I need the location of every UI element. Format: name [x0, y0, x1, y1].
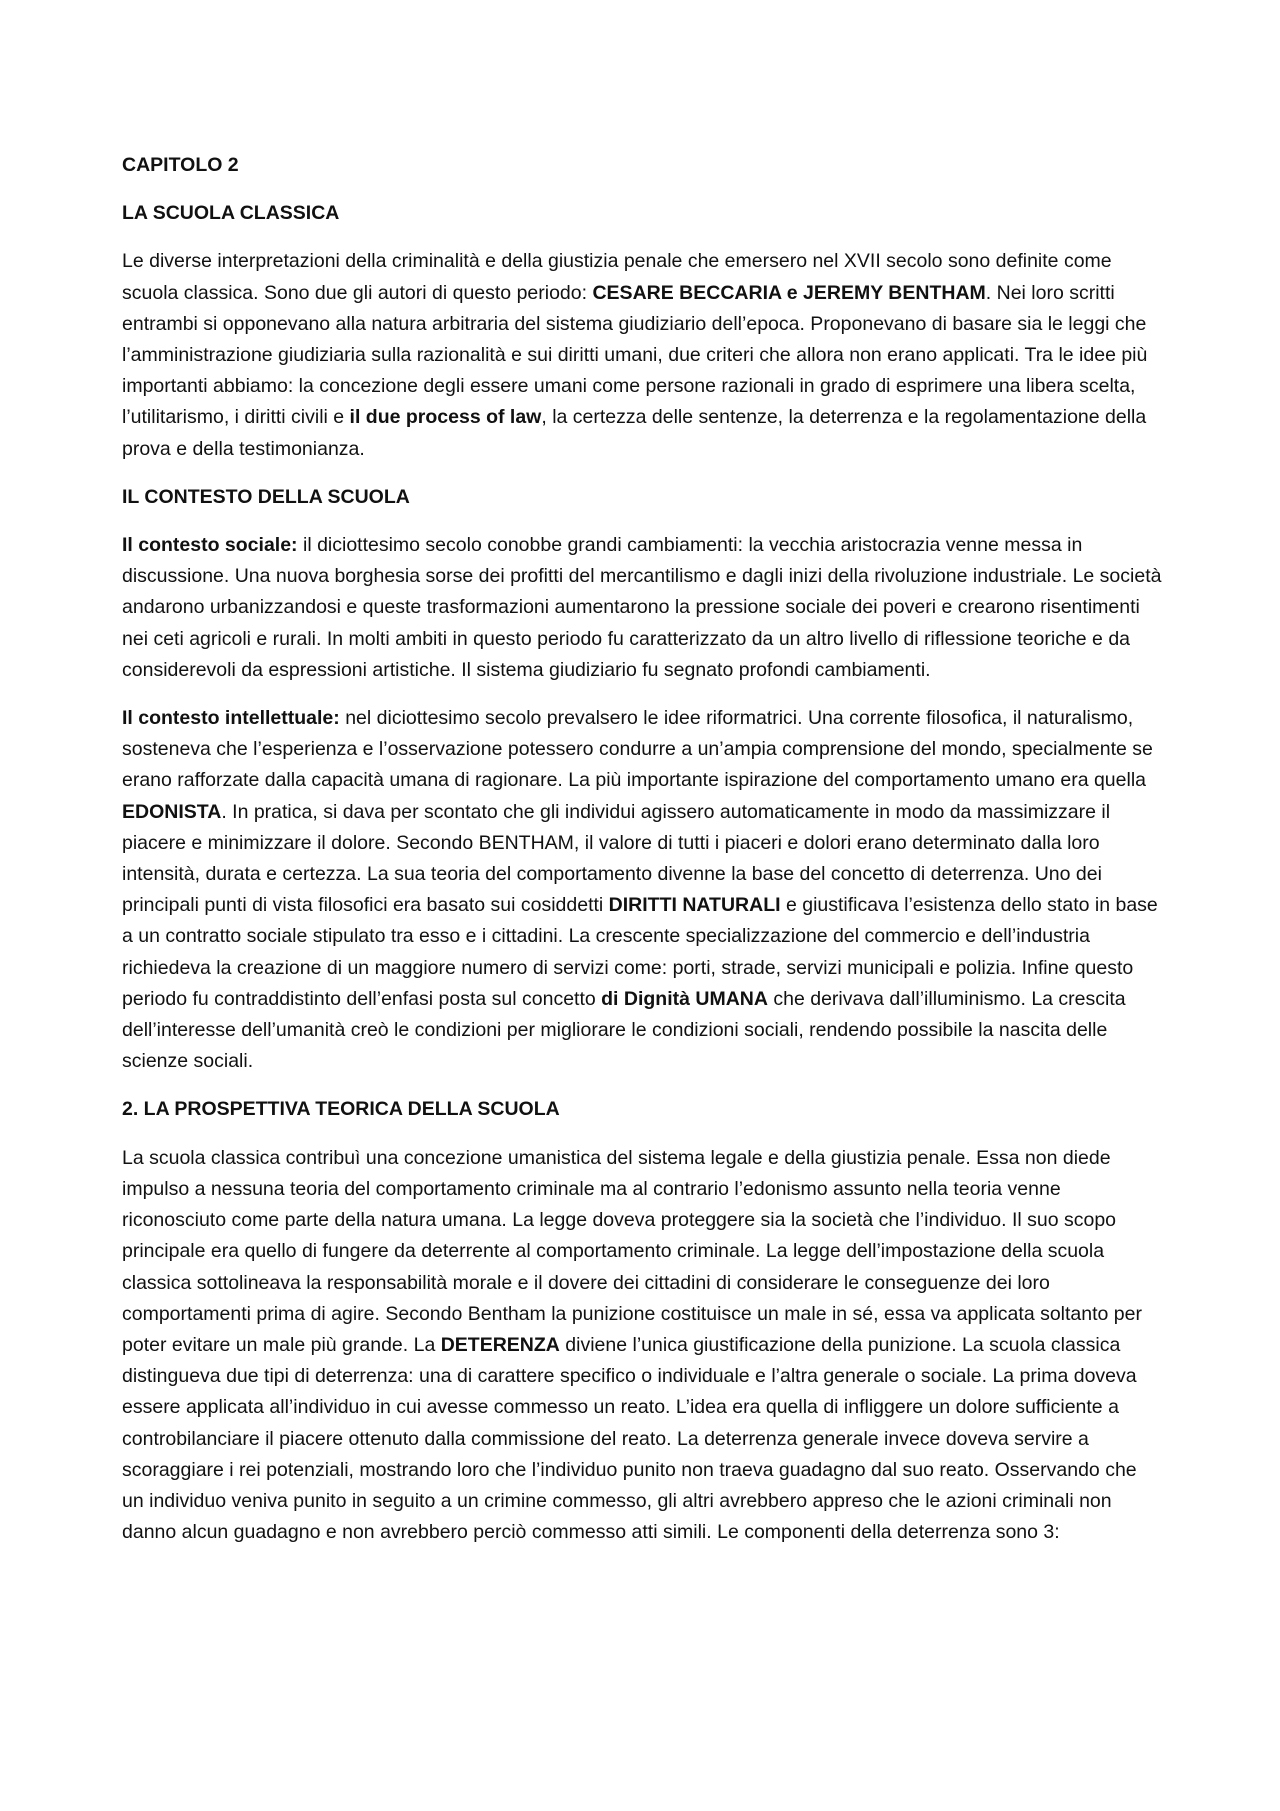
paragraph-prospettiva-teorica: La scuola classica contribuì una concezione umanistica del sistema legale e della giustizia penale. Essa non diede impulso a nessuna teoria del comportamento criminale ma al contrario l’edonismo assunto nella teoria venne riconosciuto come parte della natura umana. La legge doveva proteggere sia la società che l’individuo. Il suo scopo principale era quello di fungere da deterrente al comportamento criminale. La legge dell’impostazione della scuola classica sottolineava la responsabilità morale e il dovere dei cittadini di considerare le conseguenze dei loro comportamenti prima di agire. Secondo Bentham la punizione costituisce un male in sé, essa va applicata soltanto per poter evitare un male più grande. La DETERENZA diviene l’unica giustificazione della punizione. La scuola classica distingueva due tipi di deterrenza: una di carattere specifico o individuale e l’altra generale o sociale. La prima doveva essere applicata all’individuo in cui avesse commesso un reato. L’idea era quella di infliggere un dolore sufficiente a controbilanciare il piacere ottenuto dalla commissione del reato. La deterrenza generale invece doveva servire a scoraggiare i rei potenziali, mostrando loro che l’individuo punito non traeva guadagno dal suo reato. Osservando che un individuo veniva punito in seguito a un crimine commesso, gli altri avrebbero appreso che le azioni criminali non danno alcun guadagno e non avrebbero perciò commesso atti simili. Le componenti della deterrenza sono 3:	[122, 1146, 1142, 1544]
paragraph-scuola-classica: Le diverse interpretazioni della criminalità e della giustizia penale che emersero nel XVII secolo sono definite come scuola classica. Sono due gli autori di questo periodo: CESARE BECCARIA e JEREMY BENTHAM. Nei loro scritti entrambi si opponevano alla natura arbitraria del sistema giudiziario dell’epoca. Proponevano di basare sia le leggi che l’amministrazione giudiziaria sulla razionalità e sui diritti umani, due criteri che allora non erano applicati. Tra le idee più importanti abbiamo: la concezione degli essere umani come persone razionali in grado di esprimere una libera scelta, l’utilitarismo, i diritti civili e il due process of law, la certezza delle sentenze, la deterrenza e la regolamentazione della prova e della testimonianza.	[122, 250, 1148, 460]
bold-contesto-intellettuale: Il contesto intellettuale:	[122, 707, 340, 730]
bold-diritti-naturali: DIRITTI NATURALI	[608, 894, 781, 917]
section-heading-scuola-classica: LA SCUOLA CLASSICA	[122, 202, 340, 225]
bold-due-process: il due process of law	[349, 406, 542, 429]
section-heading-contesto: IL CONTESTO DELLA SCUOLA	[122, 485, 410, 508]
paragraph-contesto-sociale: Il contesto sociale: il diciottesimo secolo conobbe grandi cambiamenti: la vecchia aristocrazia venne messa in discussione. Una nuova borghesia sorse dei profitti del mercantilismo e dagli inizi della rivoluzione industriale. Le società andarono urbanizzandosi e queste trasformazioni aumentarono la pressione sociale dei poveri e crearono risentimenti nei ceti agricoli e rurali. In molti ambiti in questo periodo fu caratterizzato da un altro livello di riflessione teoriche e da considerevoli da espressioni artistiche. Il sistema giudiziario fu segnato profondi cambiamenti.	[122, 534, 1162, 681]
bold-dignita-umana: di Dignità UMANA	[601, 987, 768, 1010]
bold-deterenza: DETERENZA	[440, 1333, 560, 1356]
document-page	[122, 150, 1162, 1565]
bold-authors: CESARE BECCARIA e JEREMY BENTHAM	[592, 281, 986, 304]
section-heading-prospettiva-teorica: 2. LA PROSPETTIVA TEORICA DELLA SCUOLA	[122, 1098, 560, 1121]
chapter-heading: CAPITOLO 2	[122, 154, 239, 176]
paragraph-contesto-intellettuale: Il contesto intellettuale: nel diciottesimo secolo prevalsero le idee riformatrici. Una corrente filosofica, il naturalismo, sosteneva che l’esperienza e l’osservazione potessero condurre a un’ampia comprensione del mondo, specialmente se erano rafforzate dalla capacità umana di ragionare. La più importante ispirazione del comportamento umano era quella EDONISTA. In pratica, si dava per scontato che gli individui agissero automaticamente in modo da massimizzare il piacere e minimizzare il dolore. Secondo BENTHAM, il valore di tutti i piaceri e dolori erano determinato dalla loro intensità, durata e certezza. La sua teoria del comportamento divenne la base del concetto di deterrenza. Uno dei principali punti di vista filosofici era basato sui cosiddetti DIRITTI NATURALI e giustificava l’esistenza dello stato in base a un contratto sociale stipulato tra esso e i cittadini. La crescente specializzazione del commercio e dell’industria richiedeva la creazione di un maggiore numero di servizi come: porti, strade, servizi municipali e polizia. Infine questo periodo fu contraddistinto dell’enfasi posta sul concetto di Dignità UMANA che derivava dall’illuminismo. La crescita dell’interesse dell’umanità creò le condizioni per migliorare le condizioni sociali, rendendo possibile la nascita delle scienze sociali.	[122, 707, 1158, 1073]
bold-edonista: EDONISTA	[122, 800, 222, 823]
bold-contesto-sociale: Il contesto sociale:	[122, 534, 298, 557]
